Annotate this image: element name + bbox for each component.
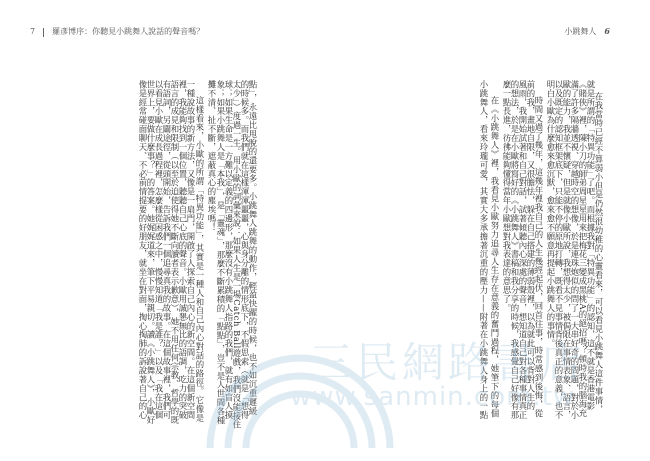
left-running-head <box>30 26 204 37</box>
header-divider <box>43 28 44 37</box>
text-column: 在《小跳舞人》裡，我看見小歐努力追尋人生存在意義的奮鬥過程，她筆下的每個 <box>490 96 500 418</box>
text-column: 以看見小歐在成長過程裡，怎麼樣從困惑之中，慢慢知道「我是誰？」以及「我在這個 <box>154 80 164 420</box>
text-column: 點」，永遠比甩脫的還要多。小跳舞人跳舞的動作，輕盈快躍的時候，也不如沉重遲緩 <box>248 80 258 416</box>
text-column: 像是經常碰面聊天、不必前情提要的好朋友，就坐在對面，掏心掏肺的訴說著自己的心 <box>138 80 148 420</box>
text-column: 以及既定的認知框架底下，只能不停的原地打轉，既看不見事情背後真正的意義，也不 <box>554 80 564 420</box>
left-page-number: 7 <box>30 27 36 36</box>
text-column: 《賭俠》裡，陳小刀的師弟周星星用來把梅花三變成黑桃A的絕招嗎？頓時我的腦海充 <box>578 80 588 418</box>
text-column: 世界上，要做什麼事？」的答案。她娓娓道來，筆下平易親切。讀《小跳舞人》，小歐好 <box>146 80 156 425</box>
text-column: 一種說故事的新方法，又像是一扇門，開啟了人探索自己內心的新空間。在這個新空間 <box>186 80 196 420</box>
text-column: 的時候多。而我們就在這樣渾渾噩噩，心與身分離的情形底下，不假思索（就是「想得 <box>240 80 250 420</box>
text-column: 裡，我能夠找到一個位置，聽聽自己心底的聲音。小歐用誠懇無比的語調，吃力的突破 <box>178 80 188 420</box>
text-column: 小跳舞人，看來玲瓏可愛，其實大多承擔著沉重的壓力——附著在小跳舞人身上的一點 <box>479 80 489 420</box>
text-column: 這樣看來，小歐的所謂「特異功能」，其實是一種人和自己內心對話的路徑。它像是 <box>195 96 205 423</box>
text-column: 攤不清、扯不斷，遮蔽真心的塵埃嗎！ <box>207 80 217 232</box>
text-column: 明白小歐為什麼愈來愈沉默，愈來愈不願意再提起小跳舞人的事情。 <box>546 80 556 349</box>
text-column: 前的我，畫地自限，又很膽怯，躲在自己搭建的薄弱殼裡，以為就此可以背對人生的 <box>526 80 536 411</box>
text-column: 歐的能力，我並不懷疑，但是就像小歐所說，我想得太少，被侷限在事情表象、語言， <box>562 80 572 420</box>
text-column: 有語詞，另闢途徑，從頭開始，告訴我們一個追尋真我的故事。在這個故事裡，我們可 <box>162 80 172 420</box>
text-column: 在我當時已經不算弱小但是仍然很幼稚的心靈看來，可以看見小跳舞人這件事情， <box>594 92 604 414</box>
text-column: 滿了許多隔牆透視、穿越時空的想像，於是連珠炮似的問了一大串好奇的問題，對於小 <box>570 80 580 420</box>
right-page-number: 6 <box>604 26 610 36</box>
text-column: 時間又過了幾年，這幾年裡我自己的人生幾經起伏，回首往事，時常感到後悔，從 <box>534 96 544 418</box>
right-page <box>325 0 650 461</box>
right-running-head <box>564 26 610 37</box>
text-column: 語言的成見和限制（以至於迫使得她不斷向讀者表示歉意），她不用任何宗教、哲學的既 <box>170 80 180 425</box>
text-column: 球；如果生命是一方難以定義的四邊形，那麼沒有小跳舞人指路的我們，就有如盲人摸 <box>224 80 234 420</box>
watermark-text: 三民網路書店 <box>310 338 587 387</box>
left-running-head-title: 羅彥博序：你聽見小跳舞人說話的聲音嗎？ <box>52 27 205 36</box>
right-running-head-title: 小跳舞人 <box>564 27 597 36</box>
text-column: 風雨，我開始試著和自己對話，試著傾聽內心深處的聲音，想知道自己對各種事情真正 <box>518 80 528 420</box>
text-column: 就是所謂的「特異功能」了吧。而根據我對「特異功能」的認知，這不就是香港電影 <box>586 80 596 411</box>
text-column: 太少」）度過一生。用小歐的詞彙來說：如果人生是一場Catch Ball遊戲，我們沒能接住 <box>232 80 242 430</box>
text-column: 的想法，於是在小歐將寫好的《小跳舞人》書稿和我分享的時候，我感覺自己好像有那 <box>510 80 520 420</box>
text-column: 象；如果小跳舞人是「本我」，是「靈魂」，那麼不斷累積的「點點」，豈不是人世間各種 <box>216 80 226 426</box>
watermark-url: www.sanmin.com.tw <box>290 382 576 412</box>
text-column: 麼一點長進，彷彿能夠懂得當年小歐想對我表達的意思了。 <box>502 80 512 313</box>
